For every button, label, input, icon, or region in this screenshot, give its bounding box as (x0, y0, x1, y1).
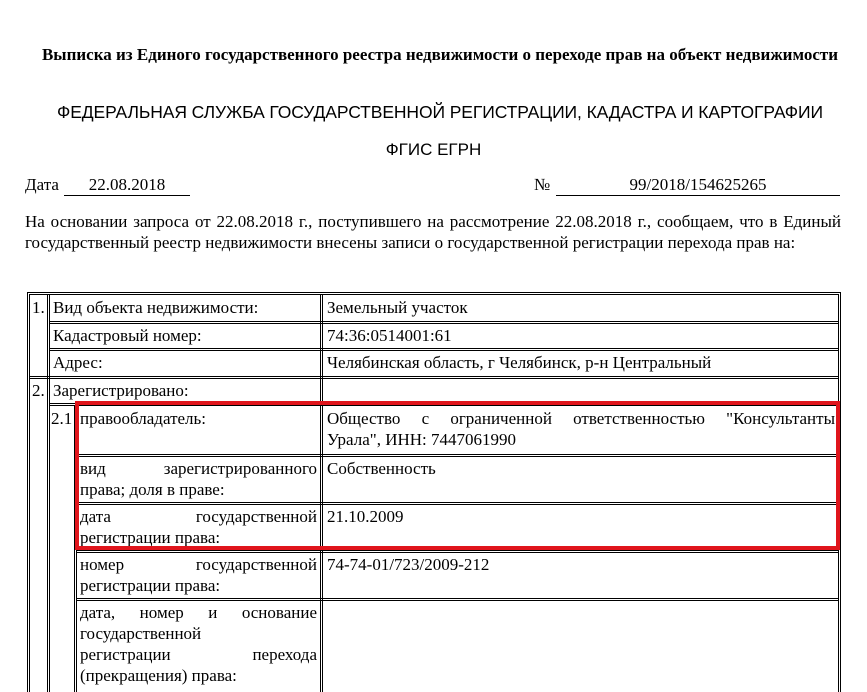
sub-row-number: 2.1 (51, 409, 73, 428)
intro-paragraph: На основании запроса от 22.08.2018 г., поступившего на рассмотрение 22.08.2018 г., сообщаем, что в Единый государственный реестр недвижимости внесены записи о государственной регистрации перехода прав на: (25, 212, 841, 252)
right-holder-label: правообладатель: (80, 409, 206, 428)
number-value: 99/2018/154625265 (556, 175, 840, 196)
cadastral-number-label: Кадастровый номер: (53, 326, 202, 345)
cadastral-number-value: 74:36:0514001:61 (327, 326, 452, 345)
registration-number-value: 74-74-01/723/2009-212 (327, 555, 490, 574)
table-border (29, 294, 30, 692)
registration-date-label: регистрации права: (80, 528, 221, 547)
document-title: Выписка из Единого государственного реестра недвижимости о переходе прав на объект недвижимости (41, 45, 839, 64)
right-holder-value: Урала", ИНН: 7447061990 (327, 430, 517, 449)
object-type-value: Земельный участок (327, 298, 468, 317)
object-type-label: Вид объекта недвижимости: (53, 298, 259, 317)
date-label: Дата (25, 175, 59, 194)
registration-number-label: номер государственной (80, 555, 317, 574)
transfer-basis-label: (прекращения) права: (80, 666, 237, 685)
transfer-basis-label: регистрации перехода (80, 645, 317, 664)
registration-date-value: 21.10.2009 (327, 507, 404, 526)
registered-label: Зарегистрировано: (53, 381, 189, 400)
system-name: ФГИС ЕГРН (385, 140, 482, 159)
row-divider (29, 378, 839, 379)
row-number: 2. (32, 381, 45, 400)
transfer-basis-label: государственной (80, 624, 202, 643)
row-divider (76, 598, 839, 599)
row-divider (29, 376, 839, 377)
right-holder-value: Общество с ограниченной ответственностью "Консультанты (327, 409, 835, 428)
row-divider (49, 323, 839, 324)
table-border (29, 294, 839, 295)
highlight-box (75, 401, 840, 550)
row-divider (49, 350, 839, 351)
agency-name: ФЕДЕРАЛЬНАЯ СЛУЖБА ГОСУДАРСТВЕННОЙ РЕГИСТРАЦИИ, КАДАСТРА И КАРТОГРАФИИ (57, 102, 823, 122)
address-label: Адрес: (53, 353, 103, 372)
table-border (27, 292, 841, 293)
right-type-label: права; доля в праве: (80, 480, 225, 499)
right-type-value: Собственность (327, 459, 436, 478)
table-border (27, 292, 28, 692)
row-divider (76, 550, 839, 551)
registration-date-label: дата государственной (80, 507, 317, 526)
address-value: Челябинская область, г Челябинск, р-н Центральный (327, 353, 712, 372)
column-divider (47, 294, 48, 692)
transfer-basis-label: дата, номер и основание (80, 603, 317, 622)
column-divider (49, 294, 50, 692)
right-type-label: вид зарегистрированного (80, 459, 317, 478)
row-divider (76, 552, 839, 553)
row-number: 1. (32, 298, 45, 317)
row-divider (76, 600, 839, 601)
registration-number-label: регистрации права: (80, 576, 221, 595)
number-label: № (534, 175, 551, 194)
date-value: 22.08.2018 (64, 175, 190, 196)
row-divider (49, 348, 839, 349)
row-divider (49, 321, 839, 322)
table-border (840, 292, 841, 692)
